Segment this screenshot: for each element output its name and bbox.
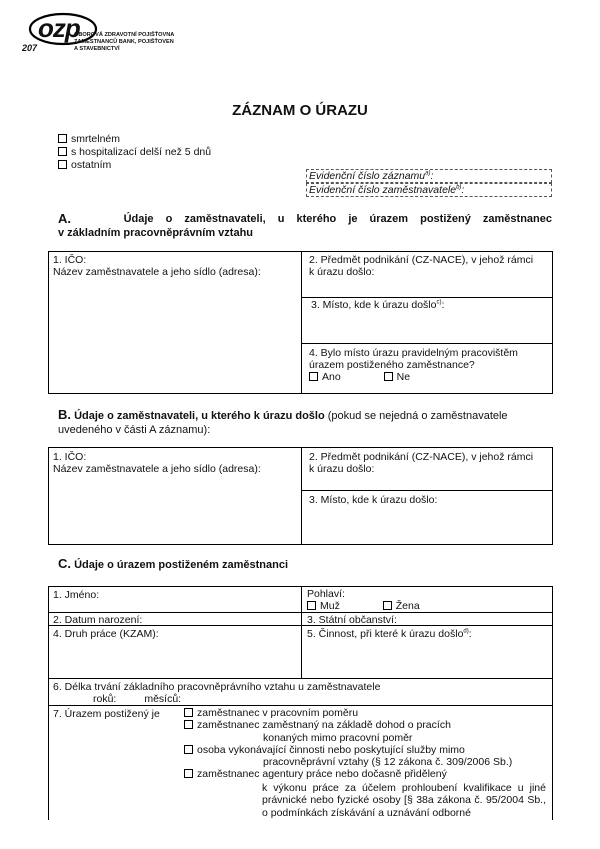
section-b-place-cell[interactable]: 3. Místo, kde k úrazu došlo:	[309, 494, 438, 506]
org-name	[74, 32, 174, 53]
checkbox-icon[interactable]	[184, 745, 193, 754]
section-a-heading-line2: v základním pracovněprávním vztahu	[58, 227, 254, 239]
section-a-regular-cell: 4. Bylo místo úrazu pravidelným pracovištěm úrazem postiženého zaměstnance? Ano Ne	[309, 347, 518, 383]
injured-options: zaměstnanec v pracovním poměru zaměstnanec zaměstnaný na základě dohod o pracích konaných mimo pracovní poměr osoba vykonávající činnosti nebo poskytující služby mimo pracovněprávní vztahy (§ 12 zákona č. 309/2006 Sb.) zaměstnanec agentury práce nebo dočasně přidělený	[184, 707, 512, 781]
gender-cell: Pohlaví: Muž Žena	[307, 588, 420, 612]
employer-name-label: Název zaměstnavatele a jeho sídlo (adresa):	[53, 266, 261, 278]
injured-option-3[interactable]: osoba vykonávající činnosti nebo poskytující služby mimo	[184, 744, 512, 756]
divider	[301, 251, 302, 394]
divider	[301, 586, 302, 678]
male-option[interactable]: Muž	[307, 600, 340, 612]
page-title: ZÁZNAM O ÚRAZU	[232, 102, 368, 119]
checkbox-icon[interactable]	[58, 147, 67, 156]
name-cell[interactable]: 1. Jméno:	[53, 589, 100, 601]
evidence-record-field[interactable]: Evidenční číslo záznamu$^{a)}$:	[306, 169, 552, 183]
injured-option-4[interactable]: zaměstnanec agentury práce nebo dočasně přidělený	[184, 768, 512, 780]
birth-cell[interactable]: 2. Datum narození:	[53, 614, 143, 626]
org-line-1: OBOROVÁ ZDRAVOTNÍ POJIŠŤOVNA	[74, 32, 175, 38]
divider	[301, 297, 553, 298]
divider	[48, 612, 553, 613]
checkbox-icon[interactable]	[184, 720, 193, 729]
logo-text: ozp	[38, 13, 80, 43]
yes-option[interactable]: Ano	[309, 371, 341, 383]
injured-label: 7. Úrazem postižený je	[53, 708, 160, 720]
activity-cell[interactable]: 5. Činnost, při které k úrazu došlo$^{d)}$:	[307, 628, 472, 640]
divider	[48, 705, 553, 706]
type-option-hospitalization[interactable]: s hospitalizací delší než 5 dnů	[58, 146, 211, 159]
section-a-business-cell[interactable]: 2. Předmět podnikání (CZ-NACE), v jehož rámci k úrazu došlo:	[309, 254, 534, 278]
checkbox-icon[interactable]	[184, 769, 193, 778]
section-a-heading-line1: Údaje o zaměstnavateli, u kterého je úrazem postižený zaměstnanec	[123, 213, 552, 225]
section-a-heading	[58, 212, 552, 240]
checkbox-icon[interactable]	[184, 708, 193, 717]
section-b-letter: B.	[58, 407, 71, 422]
no-option[interactable]: Ne	[384, 371, 410, 383]
injured-option-1[interactable]: zaměstnanec v pracovním poměru	[184, 707, 512, 719]
checkbox-icon[interactable]	[309, 372, 318, 381]
checkbox-icon[interactable]	[58, 134, 67, 143]
type-option-fatal[interactable]: smrtelném	[58, 133, 211, 146]
section-b-ico-cell[interactable]: 1. IČO: Název zaměstnavatele a jeho sídlo (adresa):	[53, 451, 261, 475]
divider	[48, 678, 553, 679]
type-options	[58, 133, 211, 172]
injured-option-2[interactable]: zaměstnanec zaměstnaný na základě dohod o pracích	[184, 719, 512, 731]
section-b-business-cell[interactable]: 2. Předmět podnikání (CZ-NACE), v jehož rámci k úrazu došlo:	[309, 451, 534, 475]
citizenship-cell[interactable]: 3. Státní občanství:	[307, 614, 397, 626]
section-a-letter: A.	[58, 211, 71, 226]
checkbox-icon[interactable]	[384, 372, 393, 381]
divider	[301, 490, 553, 491]
section-a-place-cell[interactable]: 3. Místo, kde k úrazu došlo$^{c)}$:	[311, 299, 445, 311]
checkbox-icon[interactable]	[307, 601, 316, 610]
form-code: 207	[22, 43, 38, 53]
ico-label: 1. IČO:	[53, 254, 87, 266]
duration-cell[interactable]: 6. Délka trvání základního pracovněprávního vztahu u zaměstnavatele roků: měsíců:	[53, 681, 381, 705]
org-line-3: A STAVEBNICTVÍ	[74, 46, 120, 52]
divider	[301, 447, 302, 545]
injured-option-4-continuation: k výkonu práce za účelem prohloubení kvalifikace u jiné právnické nebo fyzické osoby [§ 38a zákona č. 95/2004 Sb., o podmínkách získávání a uznávání odborné	[262, 782, 546, 819]
org-line-2: ZAMĚSTNANCŮ BANK, POJIŠŤOVEN	[74, 39, 174, 45]
female-option[interactable]: Žena	[383, 600, 420, 612]
checkbox-icon[interactable]	[58, 160, 67, 169]
divider	[301, 343, 553, 344]
section-c-heading: C. Údaje o úrazem postiženém zaměstnanci	[58, 556, 289, 571]
checkbox-icon[interactable]	[383, 601, 392, 610]
evidence-employer-field[interactable]: Evidenční číslo zaměstnavatele$^{b)}$:	[306, 183, 552, 197]
type-option-other[interactable]: ostatním	[58, 159, 211, 172]
section-a-ico-cell[interactable]	[53, 254, 261, 278]
work-type-cell[interactable]: 4. Druh práce (KZAM):	[53, 628, 159, 640]
section-b-heading: B. Údaje o zaměstnavateli, u kterého k úrazu došlo (pokud se nejedná o zaměstnavatele uvedeného v části A záznamu):	[58, 407, 508, 436]
